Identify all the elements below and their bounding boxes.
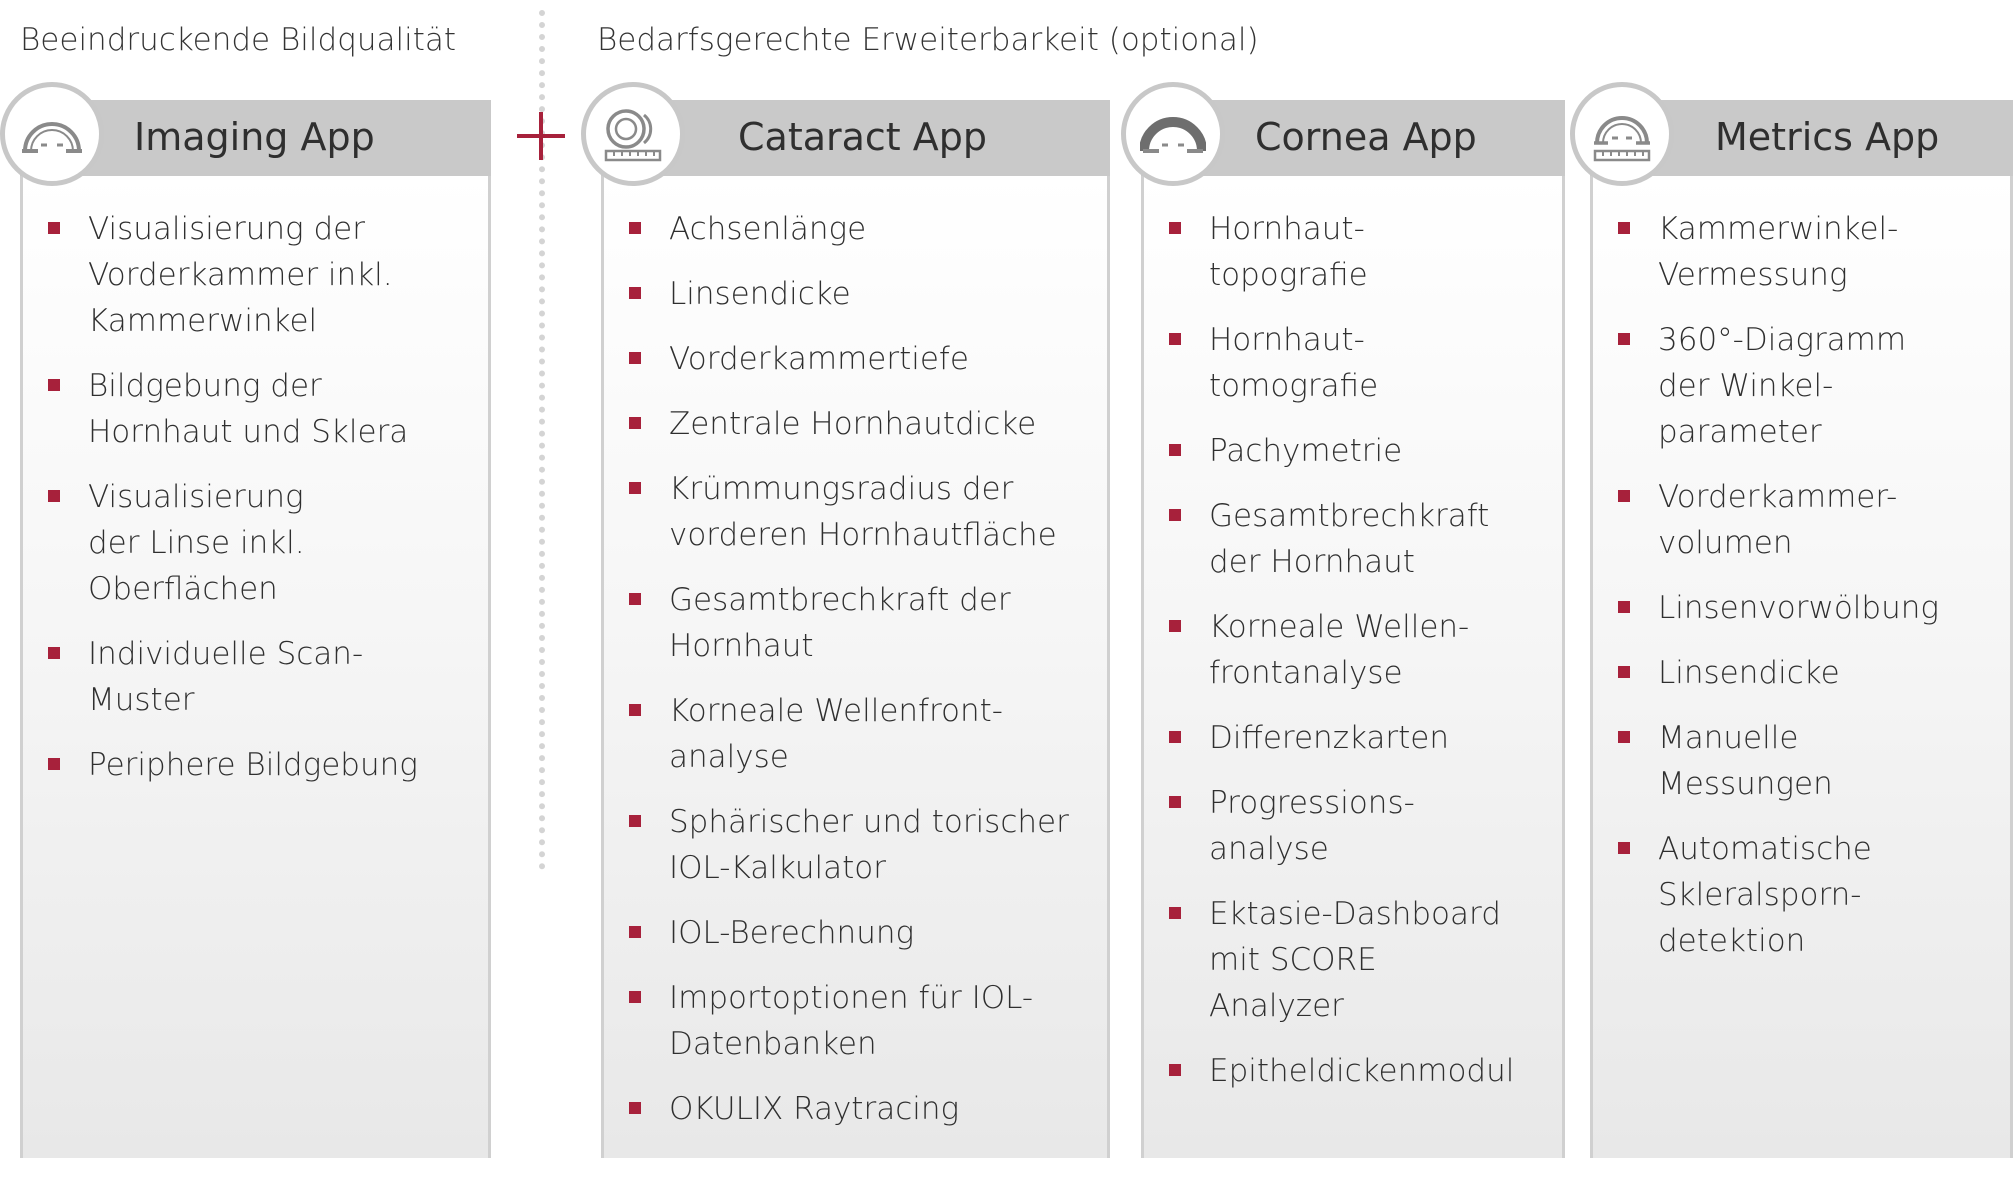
list-item: 360°-Diagramm der Winkel- parameter [1590,317,2013,455]
bullet [629,1102,641,1114]
card-imaging-app [20,100,491,1158]
feature-list [1590,206,2013,983]
list-item: Automatische Skleralsporn- detektion [1590,826,2013,964]
list-item: Kammerwinkel- Vermessung [1590,206,2013,298]
list-item: Vorderkammer- volumen [1590,474,2013,566]
card-title: Metrics App [1715,115,1940,159]
eye-ruler-icon [1570,82,1674,186]
bullet [1169,333,1181,345]
list-item: Progressions- analyse [1141,780,1565,872]
card-title: Cornea App [1255,115,1477,159]
list-item: Krümmungsradius der vorderen Hornhautfläche [601,466,1110,558]
bullet [629,482,641,494]
list-item: Importoptionen für IOL- Datenbanken [601,975,1110,1067]
bullet [1618,601,1630,613]
list-item: Linsendicke [1590,650,2013,696]
feature-list [1141,206,1565,1113]
list-item: Vorderkammertiefe [601,336,1110,382]
list-item: Korneale Wellenfront- analyse [601,688,1110,780]
list-item: Gesamtbrechkraft der Hornhaut [601,577,1110,669]
bullet [629,417,641,429]
list-item: Visualisierung der Vorderkammer inkl. Kammerwinkel [20,206,491,344]
card-metrics-app [1590,100,2013,1158]
bullet [629,352,641,364]
bullet [48,758,60,770]
bullet [1169,620,1181,632]
card-cataract-app [601,100,1110,1158]
bullet [1169,796,1181,808]
bullet [1169,907,1181,919]
bullet [1169,444,1181,456]
list-item: Zentrale Hornhautdicke [601,401,1110,447]
bullet [1169,509,1181,521]
bullet [1618,731,1630,743]
bullet [629,287,641,299]
list-item: Manuelle Messungen [1590,715,2013,807]
list-item: IOL-Berechnung [601,910,1110,956]
list-item: Bildgebung der Hornhaut und Sklera [20,363,491,455]
bullet [1169,731,1181,743]
list-item: Sphärischer und torischer IOL-Kalkulator [601,799,1110,891]
feature-list [601,206,1110,1151]
bullet [1618,490,1630,502]
bullet [48,490,60,502]
bullet [629,704,641,716]
bullet [1618,842,1630,854]
bullet [629,593,641,605]
list-item: Pachymetrie [1141,428,1565,474]
list-item: Hornhaut- topografie [1141,206,1565,298]
bullet [1618,666,1630,678]
plus-icon [517,112,565,160]
bullet [48,222,60,234]
bullet [1169,222,1181,234]
list-item: Epitheldickenmodul [1141,1048,1565,1094]
list-item: Periphere Bildgebung [20,742,491,788]
list-item: Visualisierung der Linse inkl. Oberflächen [20,474,491,612]
list-item: Individuelle Scan- Muster [20,631,491,723]
section-heading-extensibility: Bedarfsgerechte Erweiterbarkeit (optional) [597,22,1259,58]
bullet [1618,222,1630,234]
feature-list [20,206,491,807]
card-title: Imaging App [134,115,375,159]
list-item: Differenzkarten [1141,715,1565,761]
list-item: Linsendicke [601,271,1110,317]
cornea-arc-icon [1121,82,1225,186]
bullet [629,991,641,1003]
list-item: OKULIX Raytracing [601,1086,1110,1132]
bullet [1169,1064,1181,1076]
bullet [1618,333,1630,345]
bullet [48,379,60,391]
list-item: Linsenvorwölbung [1590,585,2013,631]
list-item: Achsenlänge [601,206,1110,252]
section-heading-image-quality: Beeindruckende Bildqualität [20,22,457,58]
list-item: Korneale Wellen- frontanalyse [1141,604,1565,696]
bullet [629,815,641,827]
bullet [629,222,641,234]
card-cornea-app [1141,100,1565,1158]
card-title: Cataract App [738,115,988,159]
lens-measure-icon [581,82,685,186]
list-item: Ektasie-Dashboard mit SCORE Analyzer [1141,891,1565,1029]
bullet [629,926,641,938]
list-item: Hornhaut- tomografie [1141,317,1565,409]
eye-dome-icon [0,82,104,186]
bullet [48,647,60,659]
list-item: Gesamtbrechkraft der Hornhaut [1141,493,1565,585]
